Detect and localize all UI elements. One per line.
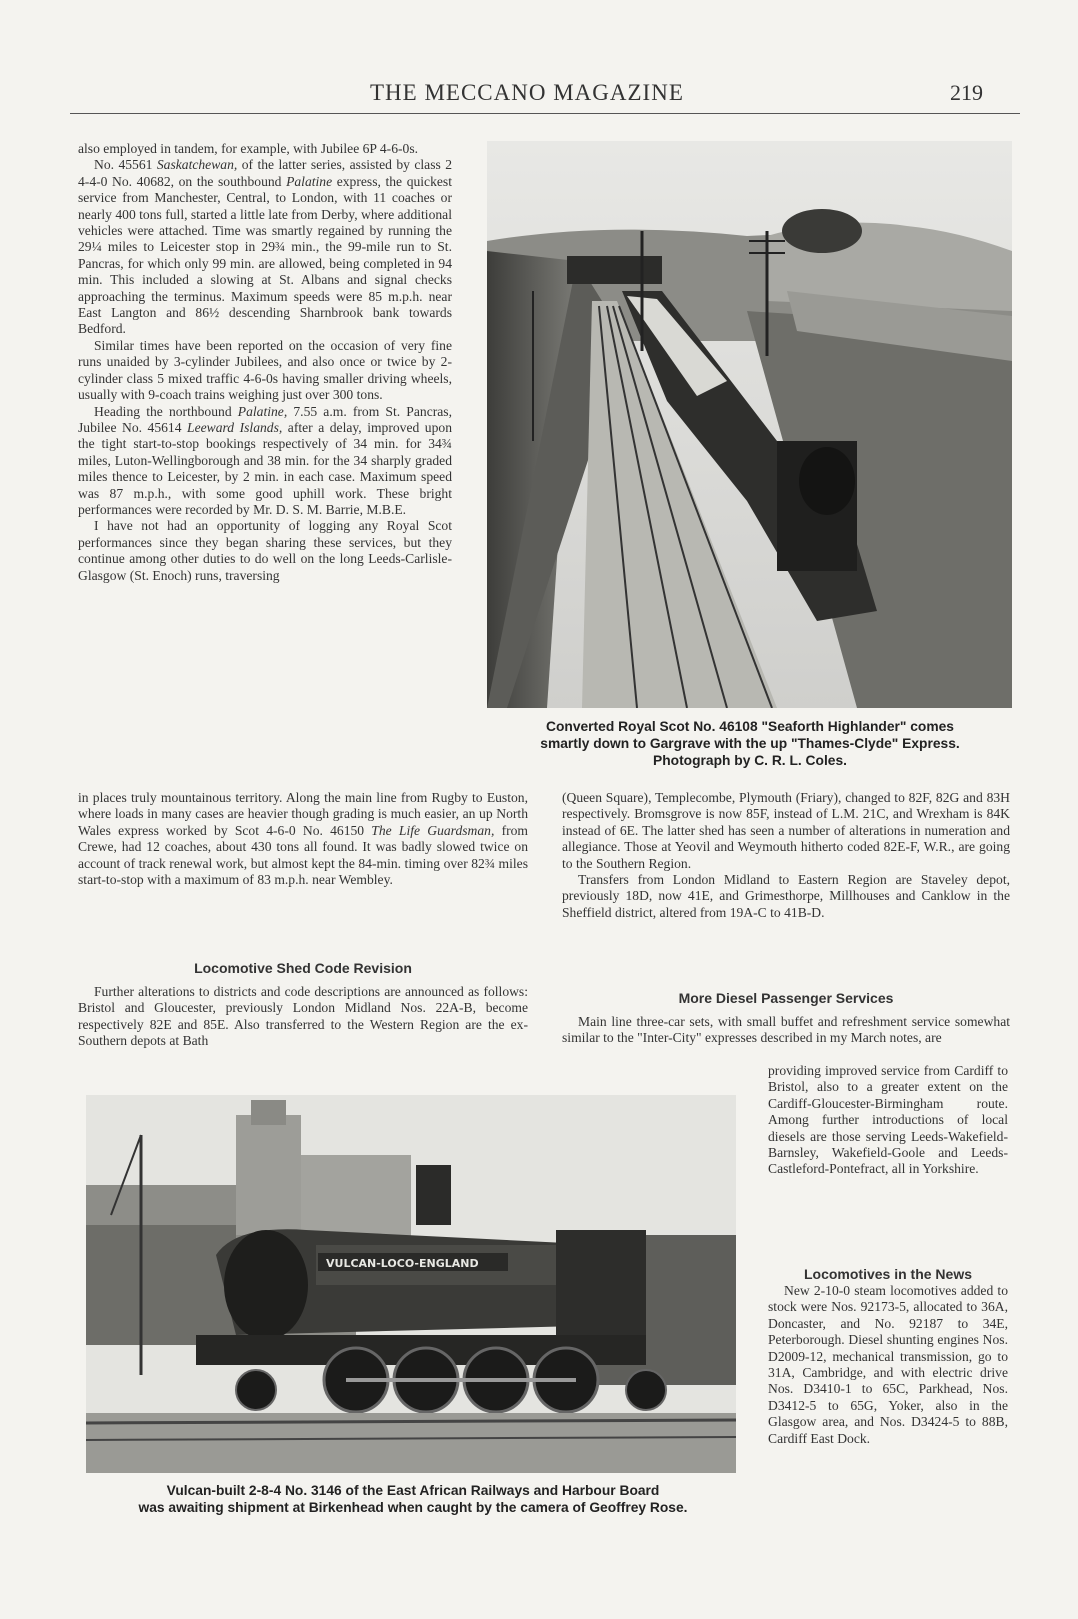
header-rule [70,113,1020,114]
left-column-shed [78,984,528,1050]
right-column-locos [768,1283,1008,1447]
section-heading: Locomotives in the News [803,1266,973,1282]
left-column-wide [78,790,528,888]
paragraph: Heading the northbound Palatine, 7.55 a.m. from St. Pancras, Jubilee No. 45614 Leeward Islands, after a delay, improved upon the tight start-to-stop bookings respectively of 34 min. for 34¾ miles, Luton-Wellingborough and 38 min. for the 34 sharply graded miles thence to Leicester, by 2 min. in each case. Maximum speed was 87 m.p.h., with some good uphill work. These bright performances were recorded by Mr. D. S. M. Barrie, M.B.E. [78,403,452,517]
right-column-narrow [768,1063,1008,1178]
paragraph: in places truly mountainous territory. Along the main line from Rugby to Euston, where loads in many cases are heavier though grading is much easier, an up North Wales express worked by Scot 4-6-0 No. 46150 The Life Guardsman, from Crewe, had 12 coaches, about 430 tons all found. It was badly slowed twice on account of track renewal work, but almost kept the 84-min. timing over 82¾ miles start-to-stop with a maximum of 83 m.p.h. near Wembley. [78,790,528,888]
section-heading: More Diesel Passenger Services [678,990,894,1006]
paragraph: also employed in tandem, for example, with Jubilee 6P 4-6-0s. [78,141,419,156]
right-column [562,790,1010,921]
photo-vulcan-loco [86,1095,736,1473]
paragraph: I have not had an opportunity of logging any Royal Scot performances since they began sharing these services, but they continue among other duties to do well on the long Leeds-Carlisle-Glasgow (St. Enoch) runs, traversing [78,518,452,583]
right-column-diesel [562,1014,1010,1047]
paragraph: No. 45561 Saskatchewan, of the latter series, assisted by class 2 4-4-0 No. 40682, on the southbound Palatine express, the quickest service from Manchester, Central, to London, with 11 coaches or nearly 400 tons full, started a little late from Derby, where additional vehicles were attached. Time was smartly regained by running the 29¼ miles to Leicester stop in 29¾ min., the 99-mile run to St. Pancras, for which only 99 min. are allowed, being completed in 94 min. This included a slowing at St. Albans and signal checks approaching the terminus. Maximum speeds were 85 m.p.h. near East Langton and 86½ descending Sharnbrook bank towards Bedford. [78,157,453,337]
photo-caption-top: Converted Royal Scot No. 46108 "Seaforth Highlander" comes smartly down to Gargrave with the up "Thames-Clyde" Express. Photograph by C. R. L. Coles. [540,719,960,768]
loco-nameplate: VULCAN-LOCO-ENGLAND [326,1257,479,1270]
paragraph: New 2-10-0 steam locomotives added to stock were Nos. 92173-5, allocated to 36A, Doncaster, and No. 92187 to 34E, Peterborough. Diesel shunting engines Nos. D2009-12, mechanical transmission, go to 31A, Cambridge, and with electric drive Nos. D3410-1 to 65C, Parkhead, Nos. D3412-5 to 65G, Yoker, also in the Glasgow area, and Nos. D3424-5 to 88B, Cardiff East Dock. [768,1283,1008,1446]
paragraph: Similar times have been reported on the occasion of very fine runs unaided by 3-cylinder Jubilees, and also once or twice by 2-cylinder class 5 mixed traffic 4-6-0s having smaller driving wheels, usually with 9-coach trains weighing just over 300 tons. [78,337,452,403]
left-column-narrow [78,141,452,584]
photo-royal-scot-image [487,141,1012,708]
paragraph: (Queen Square), Templecombe, Plymouth (Friary), changed to 82F, 82G and 83H respectively. Bromsgrove is now 85F, instead of L.M. 21C, and Wrexham is 84K instead of 6E. The latter shed has seen a number of alterations in numeration and allegiance. Those at Yeovil and Weymouth hitherto coded 82E-F, W.R., are going to the Southern Region. [562,790,1010,871]
photo-royal-scot [487,141,1012,708]
section-heading: Locomotive Shed Code Revision [194,960,412,976]
photo-caption-bottom: Vulcan-built 2-8-4 No. 3146 of the East African Railways and Harbour Board was awaiting shipment at Birkenhead when caught by the camera of Geoffrey Rose. [138,1483,688,1515]
paragraph: Main line three-car sets, with small buffet and refreshment service somewhat similar to the "Inter-City" expresses described in my March notes, are [562,1014,1010,1046]
magazine-title: THE MECCANO MAGAZINE [370,80,684,105]
page-number: 219 [950,80,983,105]
photo-vulcan-loco-image [86,1095,736,1473]
paragraph: Further alterations to districts and code descriptions are announced as follows: Bristol and Gloucester, previously London Midland Nos. 22A-B, become respectively 82E and 85E. Also transferred to the Western Region are the ex-Southern depots at Bath [78,984,528,1049]
paragraph: Transfers from London Midland to Eastern Region are Staveley depot, previously 18D, now 41E, and Grimesthorpe, Millhouses and Canklow in the Sheffield district, altered from 19A-C to 41B-D. [562,872,1010,920]
paragraph: providing improved service from Cardiff to Bristol, also to a greater extent on the Cardiff-Gloucester-Birmingham route. Among further introductions of local diesels are those serving Leeds-Wakefield-Barnsley, Wakefield-Goole and Leeds-Castleford-Pontefract, all in Yorkshire. [768,1063,1008,1177]
